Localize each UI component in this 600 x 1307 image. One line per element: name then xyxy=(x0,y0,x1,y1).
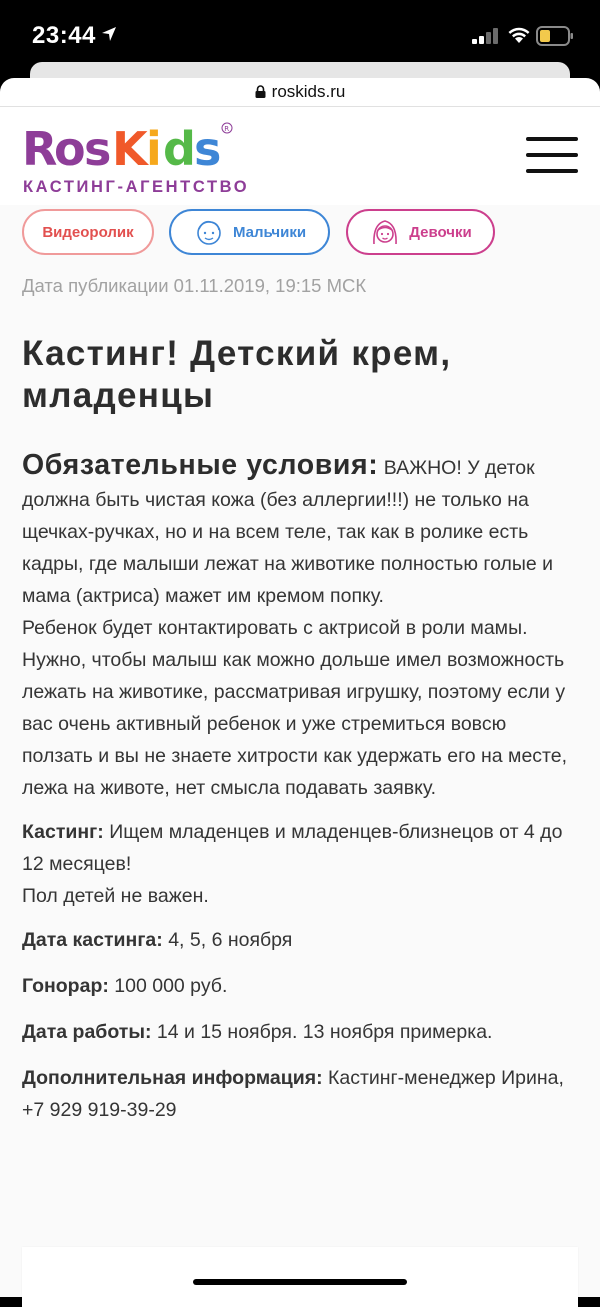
menu-bar-icon xyxy=(526,169,578,173)
location-arrow-icon xyxy=(100,25,118,43)
work-date-paragraph xyxy=(22,1016,582,1048)
lock-icon xyxy=(255,85,266,98)
svg-text:s: s xyxy=(84,122,112,176)
requirements-paragraph xyxy=(22,449,582,804)
work-date-label: Дата работы: xyxy=(22,1021,152,1043)
hamburger-menu-button[interactable] xyxy=(526,137,578,177)
menu-bar-icon xyxy=(526,137,578,141)
casting-date-paragraph xyxy=(22,924,582,956)
menu-bar-icon xyxy=(526,153,578,157)
requirements-text-2: Ребенок будет контактировать с актрисой в роли мамы. Нужно, чтобы малыш как можно дольше имел возможность лежать на животике, рассматривая игрушку, поэтому если у вас очень активный ребенок и уже стремиться вовсю ползать и вы не знаете хитрости как удержать его на месте, лежа на животе, нет смысла подавать заявку. xyxy=(22,617,568,799)
article-body xyxy=(22,449,582,1138)
bottom-card xyxy=(22,1247,578,1307)
status-time: 23:44 xyxy=(32,22,96,49)
svg-text:s: s xyxy=(194,122,222,176)
wifi-icon xyxy=(507,25,531,45)
requirements-label: Обязательные условия: xyxy=(22,449,379,481)
article-title: Кастинг! Детский крем, младенцы xyxy=(22,334,452,415)
girl-face-icon xyxy=(369,216,401,248)
casting-paragraph xyxy=(22,816,582,912)
browser-domain: roskids.ru xyxy=(271,82,346,101)
info-label: Дополнительная информация: xyxy=(22,1067,323,1089)
work-date-text: 14 и 15 ноября. 13 ноября примерка. xyxy=(156,1021,493,1043)
site-header xyxy=(0,107,600,205)
tag-label: Девочки xyxy=(409,223,472,241)
svg-text:o: o xyxy=(54,122,86,176)
svg-text:R: R xyxy=(22,122,58,176)
casting-text-2: Пол детей не важен. xyxy=(22,885,209,907)
tag-label: Мальчики xyxy=(232,223,307,241)
cellular-signal-icon xyxy=(472,28,500,44)
svg-text:R: R xyxy=(224,125,230,133)
site-tagline: КАСТИНГ-АГЕНТСТВО xyxy=(23,178,250,196)
casting-date-label: Дата кастинга: xyxy=(22,929,163,951)
fee-paragraph xyxy=(22,970,582,1002)
casting-label: Кастинг: xyxy=(22,821,104,843)
svg-text:K: K xyxy=(112,122,148,176)
roskids-logo[interactable] xyxy=(22,119,244,179)
browser-url-bar[interactable] xyxy=(0,78,600,107)
info-paragraph xyxy=(22,1062,582,1126)
tag-girls[interactable] xyxy=(346,209,495,255)
info-text: Кастинг-менеджер Ирина, +7 929 919-39-29 xyxy=(22,1067,564,1121)
fee-label: Гонорар: xyxy=(22,975,109,997)
tag-label: Видеоролик xyxy=(42,223,134,241)
fee-text: 100 000 руб. xyxy=(114,975,228,997)
tag-video[interactable] xyxy=(22,209,154,255)
battery-icon xyxy=(536,26,574,46)
svg-text:i: i xyxy=(146,122,162,176)
tag-boys[interactable] xyxy=(169,209,330,255)
svg-text:d: d xyxy=(163,122,196,176)
article-content xyxy=(0,205,600,1297)
requirements-text: ВАЖНО! У деток должна быть чистая кожа (без аллергии!!!) не только на щечках-ручках, но и на всем теле, так как в ролике есть кадры, где малыши лежат на животике полностью голые и мама (актриса) мажет им кремом попку. xyxy=(22,457,554,607)
boy-face-icon xyxy=(193,216,225,248)
casting-date-text: 4, 5, 6 ноября xyxy=(168,929,293,951)
publication-date: Дата публикации 01.11.2019, 19:15 МСК xyxy=(22,275,367,296)
home-indicator[interactable] xyxy=(193,1279,407,1285)
casting-text: Ищем младенцев и младенцев-близнецов от 4 до 12 месяцев! xyxy=(22,821,563,875)
